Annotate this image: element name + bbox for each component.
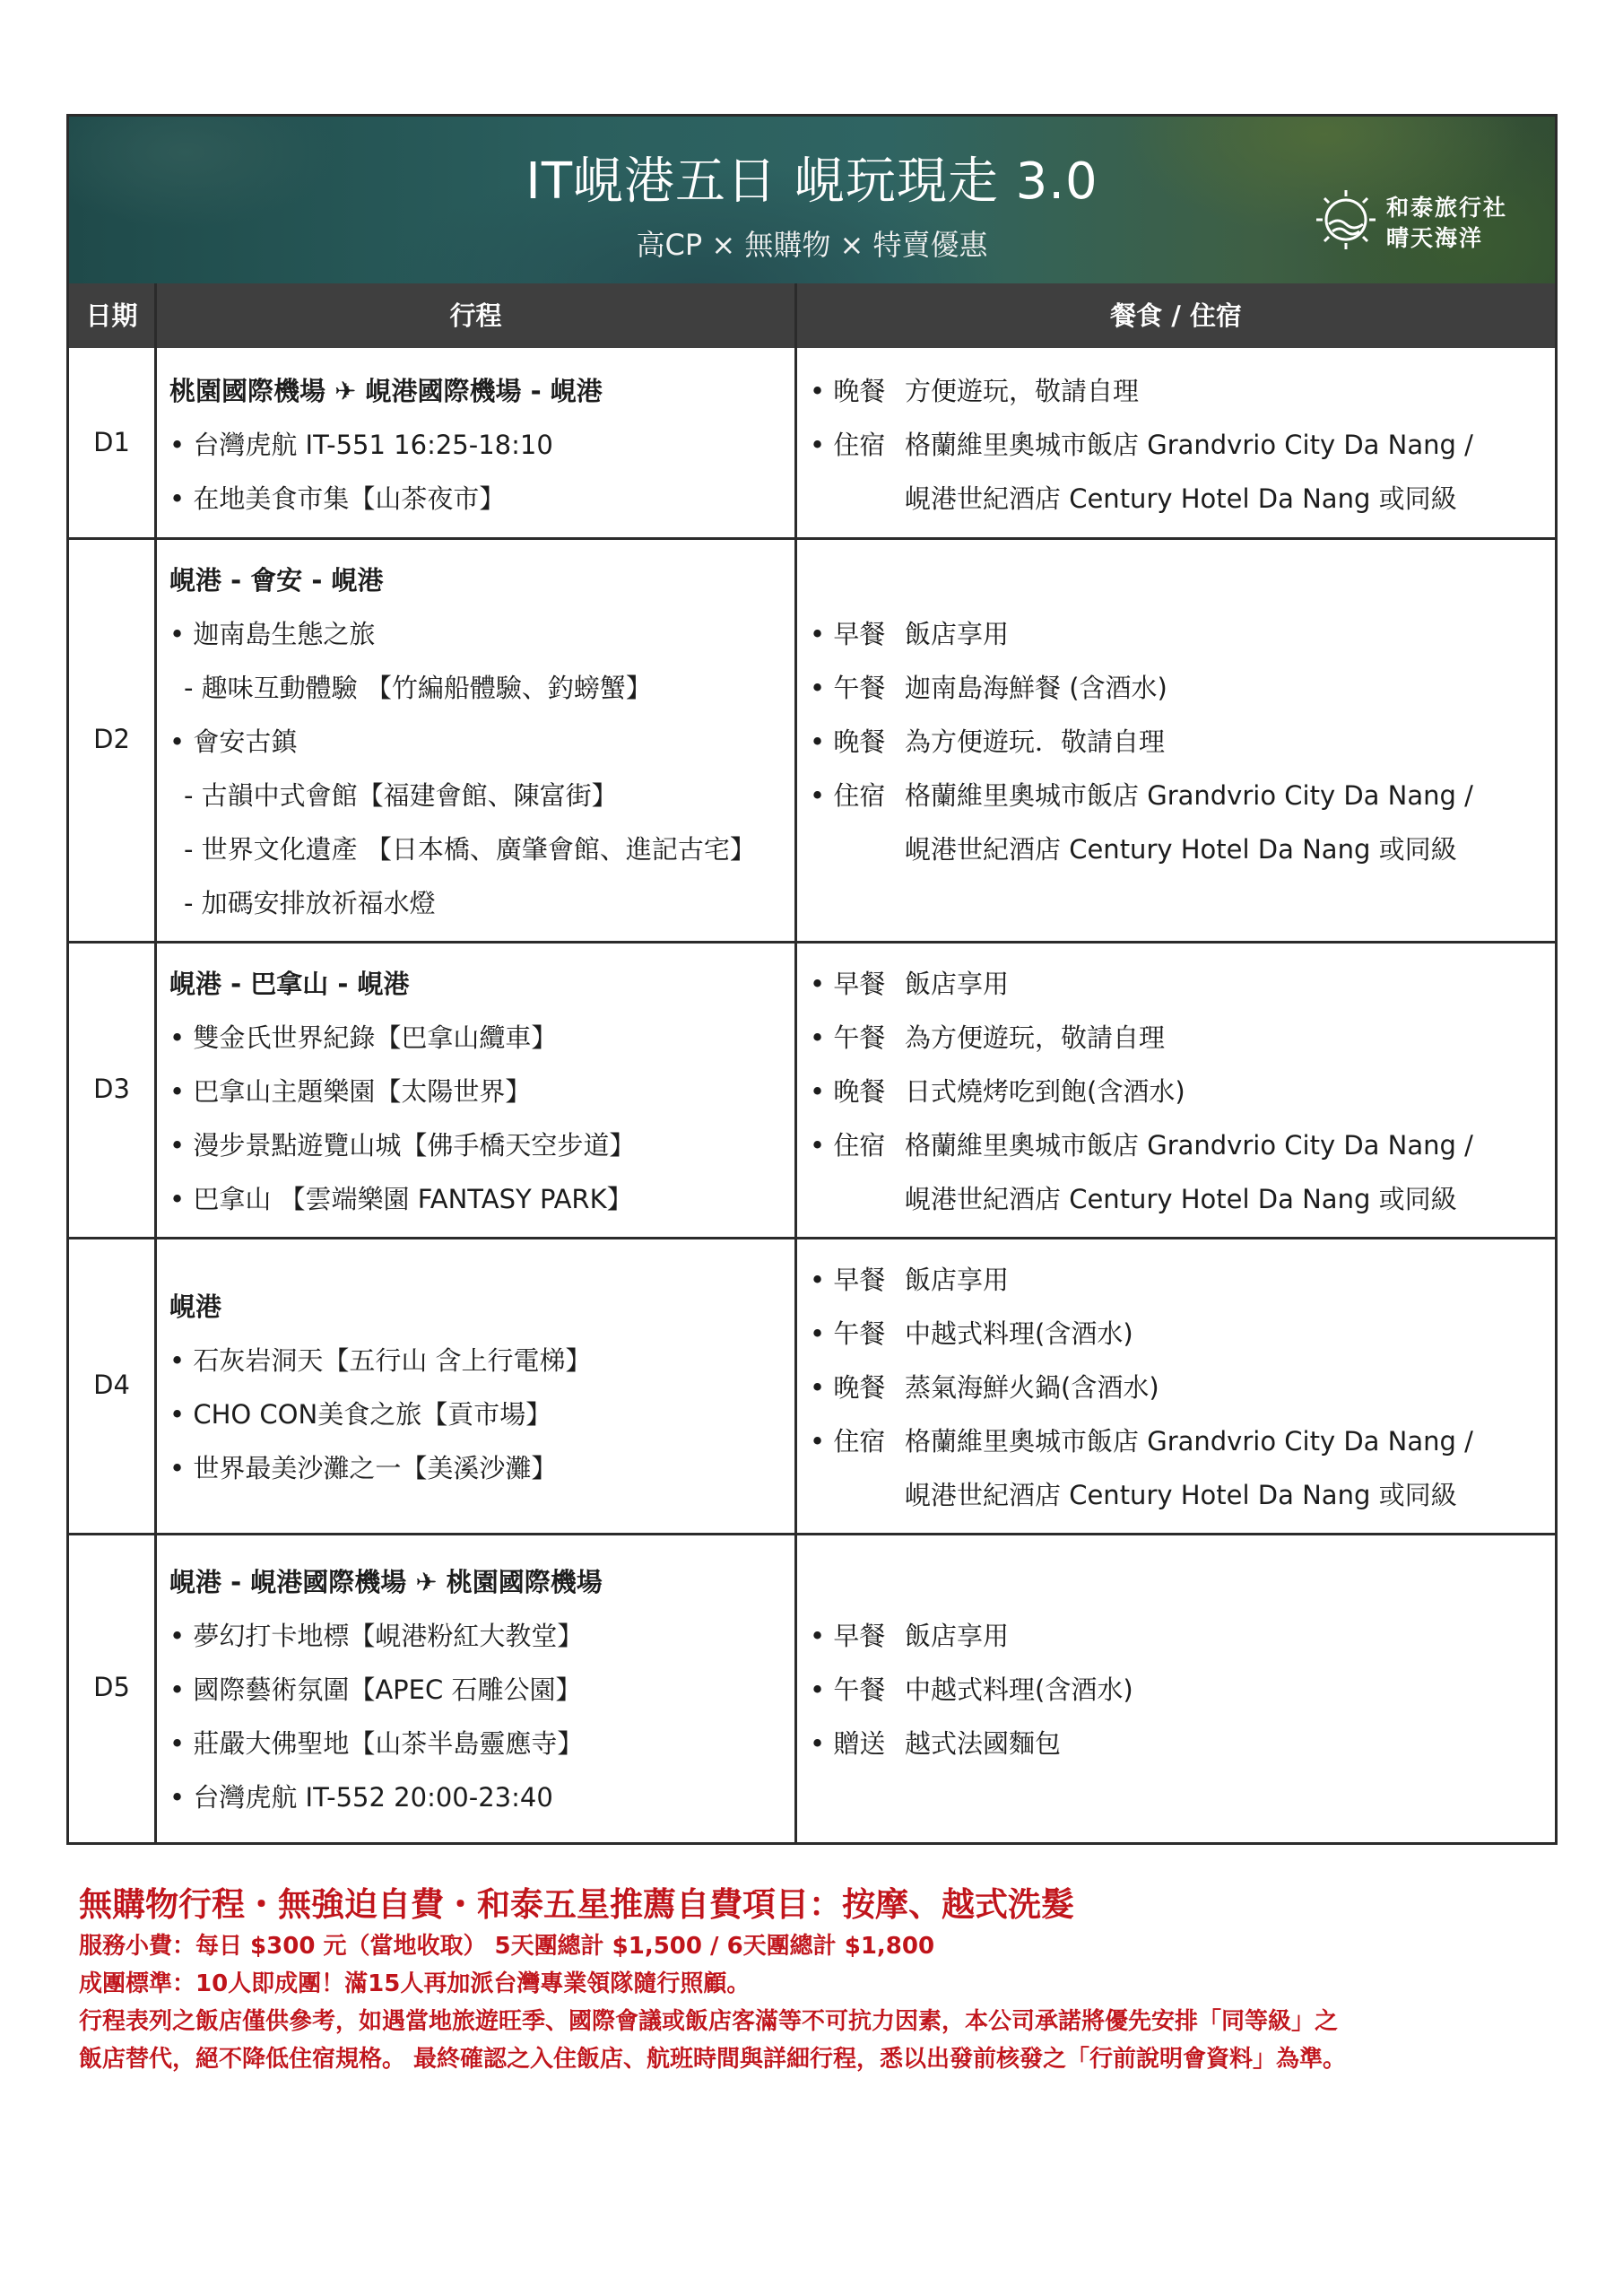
itinerary-item: - 古韻中式會館【福建會館、陳富街】	[184, 780, 618, 811]
meal-label: • 早餐	[810, 1265, 886, 1295]
day-route: 峴港	[169, 1292, 222, 1322]
meal-label: • 贈送	[810, 1728, 886, 1759]
row-divider	[69, 537, 1555, 540]
table-header	[69, 283, 1555, 348]
meal-text: 峴港世紀酒店 Century Hotel Da Nang 或同級	[905, 1480, 1457, 1510]
meal-label: • 住宿	[810, 780, 886, 811]
day-label: D5	[93, 1672, 130, 1702]
meal-label: • 晚餐	[810, 376, 886, 406]
group-size-note: 成團標準：10人即成團！滿15人再加派台灣專業領隊隨行照顧。	[79, 1970, 751, 1997]
itinerary-item: - 世界文化遺產 【日本橋、廣肇會館、進記古宅】	[184, 834, 756, 865]
meal-text: 迦南島海鮮餐 (含酒水)	[905, 673, 1167, 703]
day-route: 峴港 - 會安 - 峴港	[169, 565, 384, 596]
meal-text: 峴港世紀酒店 Century Hotel Da Nang 或同級	[905, 483, 1457, 514]
itinerary-item: • 台灣虎航 IT-551 16:25-18:10	[169, 430, 553, 460]
meal-text: 為方便遊玩，敬請自理	[905, 1022, 1166, 1053]
itinerary-item: • 漫步景點遊覽山城【佛手橋天空步道】	[169, 1130, 636, 1161]
meal-text: 飯店享用	[905, 1265, 1010, 1295]
meal-text: 越式法國麵包	[905, 1728, 1062, 1759]
meal-text: 飯店享用	[905, 619, 1010, 649]
itinerary-item: - 趣味互動體驗 【竹編船體驗、釣螃蟹】	[184, 673, 652, 703]
meal-text: 格蘭維里奧城市飯店 Grandvrio City Da Nang /	[905, 1130, 1473, 1161]
meal-text: 峴港世紀酒店 Century Hotel Da Nang 或同級	[905, 834, 1457, 865]
company-logo	[1315, 187, 1530, 251]
itinerary-item: • 莊嚴大佛聖地【山茶半島靈應寺】	[169, 1728, 584, 1759]
logo-brand-name: 晴天海洋	[1386, 225, 1484, 251]
meal-label: • 午餐	[810, 1674, 886, 1705]
itinerary-item: • 會安古鎮	[169, 726, 298, 757]
meal-label: • 午餐	[810, 1022, 886, 1053]
meal-text: 蒸氣海鮮火鍋(含酒水)	[905, 1372, 1159, 1403]
itinerary-item: • 國際藝術氛圍【APEC 石雕公園】	[169, 1674, 582, 1705]
meal-label: • 早餐	[810, 619, 886, 649]
itinerary-item: • 巴拿山主題樂園【太陽世界】	[169, 1076, 532, 1107]
itinerary-item: • 雙金氏世界紀錄【巴拿山纜車】	[169, 1022, 558, 1053]
meal-text: 中越式料理(含酒水)	[905, 1674, 1133, 1705]
meal-text: 格蘭維里奧城市飯店 Grandvrio City Da Nang /	[905, 1426, 1473, 1457]
itinerary-item: • 石灰岩洞天【五行山 含上行電梯】	[169, 1345, 592, 1376]
meal-label: • 早餐	[810, 969, 886, 999]
day-label: D2	[93, 724, 130, 754]
notes-headline: 無購物行程・無強迫自費・和泰五星推薦自費項目：按摩、越式洗髮	[79, 1885, 1074, 1924]
itinerary-item: • 巴拿山 【雲端樂園 FANTASY PARK】	[169, 1184, 633, 1214]
meal-text: 格蘭維里奧城市飯店 Grandvrio City Da Nang /	[905, 430, 1473, 460]
itinerary-item: • 在地美食市集【山茶夜市】	[169, 483, 506, 514]
page-subtitle: 高CP × 無購物 × 特賣優惠	[636, 228, 988, 262]
meal-label: • 晚餐	[810, 1076, 886, 1107]
day-route: 桃園國際機場 ✈ 峴港國際機場 - 峴港	[169, 376, 603, 406]
itinerary-item: • CHO CON美食之旅【貢市場】	[169, 1399, 552, 1430]
itinerary-item: • 夢幻打卡地標【峴港粉紅大教堂】	[169, 1621, 584, 1651]
meal-text: 格蘭維里奧城市飯店 Grandvrio City Da Nang /	[905, 780, 1473, 811]
itinerary-sheet	[66, 114, 1558, 1845]
column-divider	[154, 283, 157, 1842]
meal-text: 為方便遊玩．敬請自理	[905, 726, 1166, 757]
banner	[69, 117, 1555, 283]
meal-label: • 晚餐	[810, 726, 886, 757]
hotel-note-line2: 飯店替代，絕不降低住宿規格。 最終確認之入住飯店、航班時間與詳細行程，悉以出發前核發之「行前說明會資料」為準。	[79, 2046, 1347, 2073]
meal-text: 日式燒烤吃到飽(含酒水)	[905, 1076, 1185, 1107]
itinerary-item: • 迦南島生態之旅	[169, 619, 376, 649]
meal-text: 飯店享用	[905, 1621, 1010, 1651]
meal-label: • 晚餐	[810, 1372, 886, 1403]
sun-wave-logo-icon	[1315, 188, 1377, 251]
meal-label: • 早餐	[810, 1621, 886, 1651]
day-label: D3	[93, 1074, 130, 1104]
header-meals: 餐食 / 住宿	[1110, 300, 1242, 331]
column-divider	[794, 283, 797, 1842]
row-divider	[69, 941, 1555, 944]
header-itinerary: 行程	[449, 300, 502, 331]
meal-label: • 午餐	[810, 673, 886, 703]
itinerary-item: - 加碼安排放祈福水燈	[184, 888, 436, 918]
logo-company-name: 和泰旅行社	[1386, 195, 1508, 221]
header-date: 日期	[85, 300, 138, 331]
itinerary-item: • 台灣虎航 IT-552 20:00-23:40	[169, 1782, 553, 1813]
day-label: D4	[93, 1370, 130, 1400]
itinerary-item: • 世界最美沙灘之一【美溪沙灘】	[169, 1453, 558, 1483]
meal-text: 中越式料理(含酒水)	[905, 1318, 1133, 1349]
meal-text: 方便遊玩，敬請自理	[905, 376, 1140, 406]
meal-label: • 午餐	[810, 1318, 886, 1349]
day-route: 峴港 - 峴港國際機場 ✈ 桃園國際機場	[169, 1567, 603, 1597]
hotel-note-line1: 行程表列之飯店僅供參考，如遇當地旅遊旺季、國際會議或飯店客滿等不可抗力因素，本公司承諾將優先安排「同等級」之	[79, 2008, 1339, 2035]
row-divider	[69, 1237, 1555, 1239]
day-label: D1	[93, 427, 130, 457]
meal-text: 峴港世紀酒店 Century Hotel Da Nang 或同級	[905, 1184, 1457, 1214]
page-title: IT峴港五日 峴玩現走 3.0	[525, 152, 1098, 211]
meal-label: • 住宿	[810, 1130, 886, 1161]
meal-label: • 住宿	[810, 1426, 886, 1457]
service-fee-note: 服務小費：每日 $300 元（當地收取） 5天團總計 $1,500 / 6天團總計 $1,800	[79, 1933, 935, 1960]
day-route: 峴港 - 巴拿山 - 峴港	[169, 969, 410, 999]
meal-text: 飯店享用	[905, 969, 1010, 999]
row-divider	[69, 1533, 1555, 1535]
meal-label: • 住宿	[810, 430, 886, 460]
